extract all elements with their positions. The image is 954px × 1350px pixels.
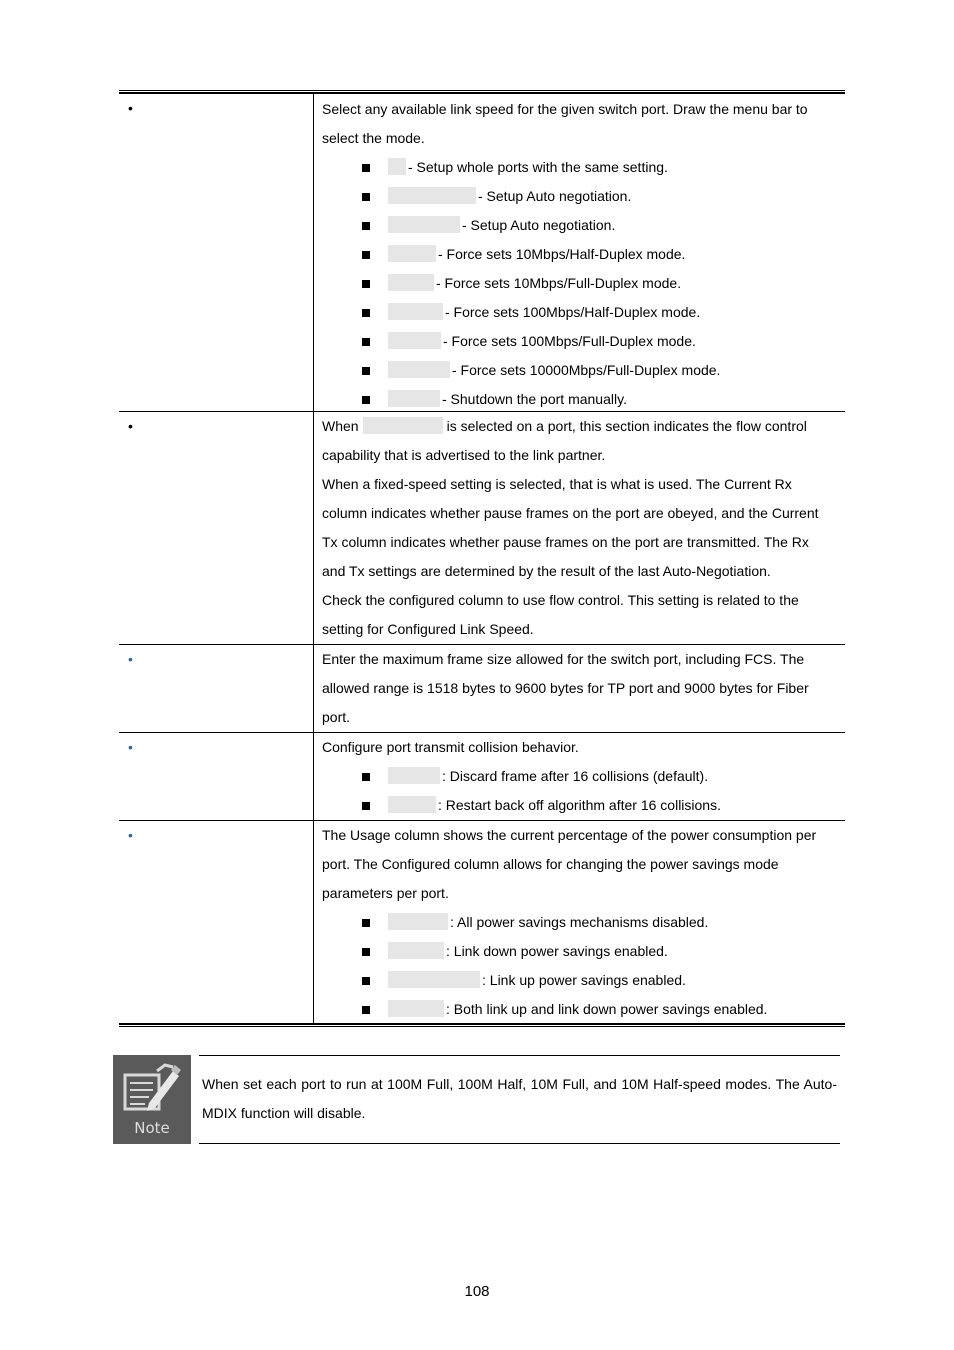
- option-description: - Setup Auto negotiation.: [478, 188, 632, 204]
- option-description: - Force sets 100Mbps/Full-Duplex mode.: [443, 333, 696, 349]
- square-bullet-icon: [362, 919, 370, 927]
- row-bullet: •: [128, 100, 133, 116]
- option-item: [322, 995, 837, 1024]
- option-item: [322, 211, 837, 240]
- description-line: allowed range is 1518 bytes to 9600 bytes for TP port and 9000 bytes for Fiber: [322, 680, 809, 696]
- description-line: and Tx settings are determined by the result of the last Auto-Negotiation.: [322, 563, 771, 579]
- square-bullet-icon: [362, 977, 370, 985]
- description-line: capability that is advertised to the link partner.: [322, 447, 606, 463]
- description-line: When a fixed-speed setting is selected, that is what is used. The Current Rx: [322, 476, 792, 492]
- option-description: - Force sets 10000Mbps/Full-Duplex mode.: [452, 362, 721, 378]
- description-cell: [314, 821, 845, 1023]
- option-name-placeholder: [388, 245, 436, 262]
- table-row-flow-control: [119, 412, 845, 645]
- square-bullet-icon: [362, 773, 370, 781]
- note-pencil-icon: [113, 1055, 191, 1144]
- square-bullet-icon: [362, 802, 370, 810]
- square-bullet-icon: [362, 367, 370, 375]
- option-name-placeholder: [388, 361, 450, 378]
- row-bullet: •: [128, 827, 133, 843]
- option-description: : Both link up and link down power savings enabled.: [446, 1001, 768, 1017]
- description-cell: [314, 94, 845, 411]
- option-item: [322, 791, 837, 820]
- table-row-speed: [119, 94, 845, 412]
- option-item: [322, 937, 837, 966]
- option-name-placeholder: [363, 417, 443, 434]
- object-cell: [119, 733, 314, 820]
- object-cell: [119, 94, 314, 411]
- option-item: [322, 356, 837, 385]
- option-name-placeholder: [388, 971, 480, 988]
- note-box: [113, 1055, 840, 1145]
- option-item: [322, 298, 837, 327]
- table-row-power-control: [119, 821, 845, 1023]
- option-name-placeholder: [388, 216, 460, 233]
- option-item: [322, 908, 837, 937]
- row-bullet: •: [128, 418, 133, 434]
- description-line: Select any available link speed for the given switch port. Draw the menu bar to: [322, 101, 808, 117]
- square-bullet-icon: [362, 280, 370, 288]
- description-line: parameters per port.: [322, 885, 449, 901]
- option-description: - Force sets 10Mbps/Half-Duplex mode.: [438, 246, 686, 262]
- option-name-placeholder: [388, 913, 448, 930]
- option-item: [322, 182, 837, 211]
- option-description: : All power savings mechanisms disabled.: [450, 914, 709, 930]
- description-line: The Usage column shows the current percentage of the power consumption per: [322, 827, 817, 843]
- table-row-excessive-collision: [119, 733, 845, 821]
- row-bullet: •: [128, 651, 133, 667]
- square-bullet-icon: [362, 1006, 370, 1014]
- description-line: [322, 412, 837, 441]
- table-row-max-frame: [119, 645, 845, 733]
- description-line: Check the configured column to use flow control. This setting is related to the: [322, 592, 799, 608]
- option-item: [322, 327, 837, 356]
- option-description: : Restart back off algorithm after 16 collisions.: [438, 797, 721, 813]
- square-bullet-icon: [362, 396, 370, 404]
- description-line: column indicates whether pause frames on the port are obeyed, and the Current: [322, 505, 819, 521]
- note-body: When set each port to run at 100M Full, 100M Half, 10M Full, and 10M Half-speed modes. The Auto-MDIX function will disable.: [202, 1076, 837, 1121]
- object-cell: [119, 821, 314, 1023]
- square-bullet-icon: [362, 193, 370, 201]
- option-name-placeholder: [388, 767, 440, 784]
- description-line: select the mode.: [322, 130, 425, 146]
- option-name-placeholder: [388, 274, 434, 291]
- option-item: [322, 153, 837, 182]
- option-description: - Force sets 100Mbps/Half-Duplex mode.: [445, 304, 701, 320]
- option-description: - Setup Auto negotiation.: [462, 217, 616, 233]
- square-bullet-icon: [362, 338, 370, 346]
- description-line: Configure port transmit collision behavior.: [322, 739, 579, 755]
- square-bullet-icon: [362, 251, 370, 259]
- page-number: 108: [464, 1283, 490, 1300]
- description-table: [119, 90, 845, 1027]
- option-name-placeholder: [388, 303, 443, 320]
- option-name-placeholder: [388, 796, 436, 813]
- description-line: port.: [322, 709, 351, 725]
- description-cell: [314, 645, 845, 732]
- square-bullet-icon: [362, 164, 370, 172]
- option-name-placeholder: [388, 332, 441, 349]
- description-line: Tx column indicates whether pause frames on the port are transmitted. The Rx: [322, 534, 809, 550]
- option-item: [322, 966, 837, 995]
- option-name-placeholder: [388, 942, 444, 959]
- option-name-placeholder: [388, 1000, 444, 1017]
- option-description: : Discard frame after 16 collisions (default).: [442, 768, 709, 784]
- row-bullet: •: [128, 739, 133, 755]
- option-name-placeholder: [388, 390, 440, 407]
- square-bullet-icon: [362, 948, 370, 956]
- option-item: [322, 762, 837, 791]
- option-item: [322, 385, 837, 414]
- note-label: Note: [134, 1119, 170, 1137]
- description-text: When: [322, 418, 359, 434]
- note-text: [199, 1055, 840, 1144]
- description-cell: [314, 412, 845, 644]
- option-item: [322, 240, 837, 269]
- option-item: [322, 269, 837, 298]
- note-pencil-graphic: [113, 1055, 191, 1125]
- option-name-placeholder: [388, 158, 406, 175]
- option-description: - Force sets 10Mbps/Full-Duplex mode.: [436, 275, 682, 291]
- description-text: is selected on a port, this section indicates the flow control: [446, 418, 807, 434]
- option-description: : Link down power savings enabled.: [446, 943, 668, 959]
- option-name-placeholder: [388, 187, 476, 204]
- square-bullet-icon: [362, 222, 370, 230]
- description-line: Enter the maximum frame size allowed for the switch port, including FCS. The: [322, 651, 805, 667]
- option-description: - Shutdown the port manually.: [442, 391, 627, 407]
- option-description: - Setup whole ports with the same setting.: [408, 159, 668, 175]
- description-line: setting for Configured Link Speed.: [322, 621, 534, 637]
- object-cell: [119, 412, 314, 644]
- option-description: : Link up power savings enabled.: [482, 972, 686, 988]
- description-line: port. The Configured column allows for changing the power savings mode: [322, 856, 779, 872]
- square-bullet-icon: [362, 309, 370, 317]
- object-cell: [119, 645, 314, 732]
- description-cell: [314, 733, 845, 820]
